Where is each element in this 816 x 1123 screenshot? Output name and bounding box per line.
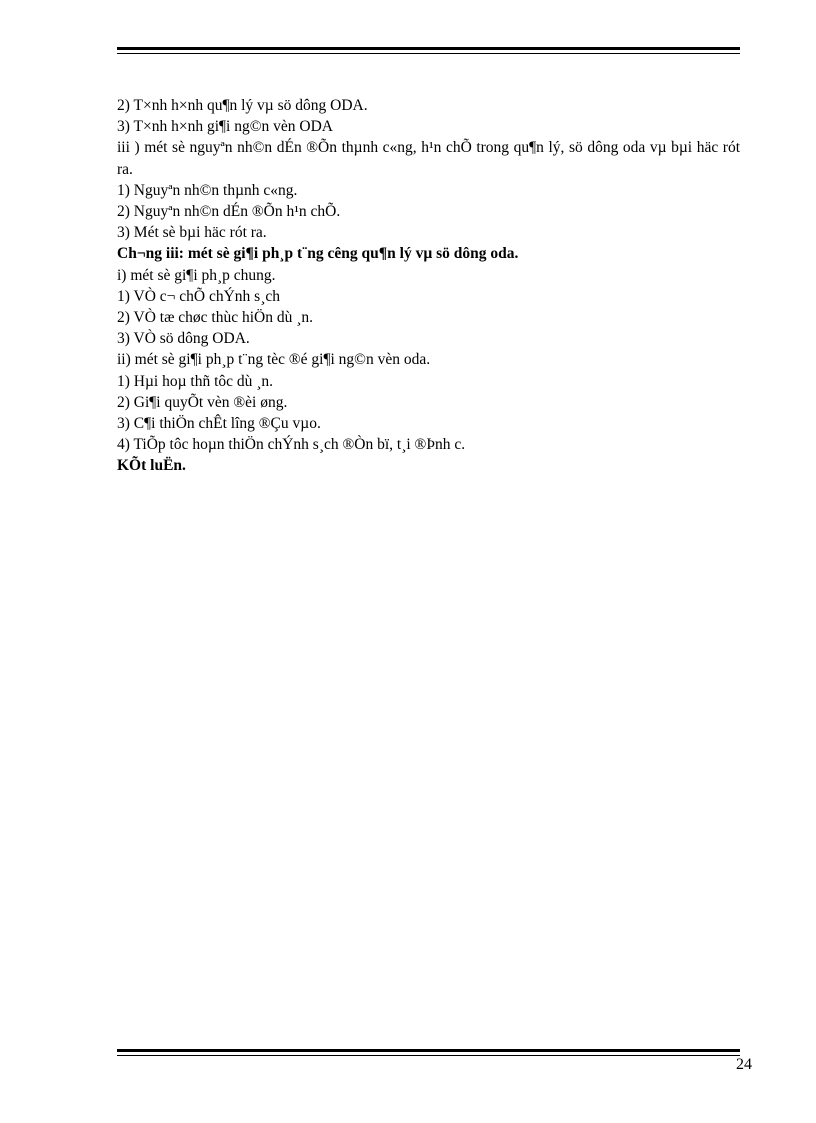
toc-line: 3) VÒ sö dông ODA. <box>117 330 250 348</box>
toc-line: i) mét sè gi¶i ph¸p chung. <box>117 266 276 284</box>
conclusion-heading: KÕt luËn. <box>117 457 186 475</box>
toc-line: iii ) mét sè nguyªn nh©n dÉn ®Õn thµnh c«ng, h¹n chÕ trong qu¶n lý, sö dông oda vµ bµi häc rót ra. <box>117 139 740 178</box>
header-rule <box>117 47 740 54</box>
toc-line: 1) Nguyªn nh©n thµnh c«ng. <box>117 181 298 199</box>
table-of-contents <box>117 95 740 477</box>
toc-line: 2) Nguyªn nh©n dÉn ®Õn h¹n chÕ. <box>117 203 341 221</box>
page-number: 24 <box>736 1056 752 1073</box>
toc-line: 1) VÒ c¬ chÕ chÝnh s¸ch <box>117 287 280 305</box>
toc-line: 3) Mét sè bµi häc rót ra. <box>117 224 267 242</box>
chapter-heading: Ch¬ng iii: mét sè gi¶i ph¸p t¨ng cêng qu¶n lý vµ sö dông oda. <box>117 245 519 263</box>
toc-line: 2) VÒ tæ chøc thùc hiÖn dù ¸n. <box>117 309 314 327</box>
toc-line: 2) Gi¶i quyÕt vèn ®èi øng. <box>117 393 288 411</box>
toc-line: 3) T×nh h×nh gi¶i ng©n vèn ODA <box>117 118 333 136</box>
toc-line: 3) C¶i thiÖn chÊt lîng ®Çu vµo. <box>117 415 321 433</box>
toc-line: 4) TiÕp tôc hoµn thiÖn chÝnh s¸ch ®Òn bï, t¸i ®Þnh c. <box>117 436 466 454</box>
toc-line: 1) Hµi hoµ thñ tôc dù ¸n. <box>117 372 274 390</box>
toc-line: ii) mét sè gi¶i ph¸p t¨ng tèc ®é gi¶i ng©n vèn oda. <box>117 351 431 369</box>
toc-line: 2) T×nh h×nh qu¶n lý vµ sö dông ODA. <box>117 97 368 114</box>
footer-rule <box>117 1049 740 1056</box>
